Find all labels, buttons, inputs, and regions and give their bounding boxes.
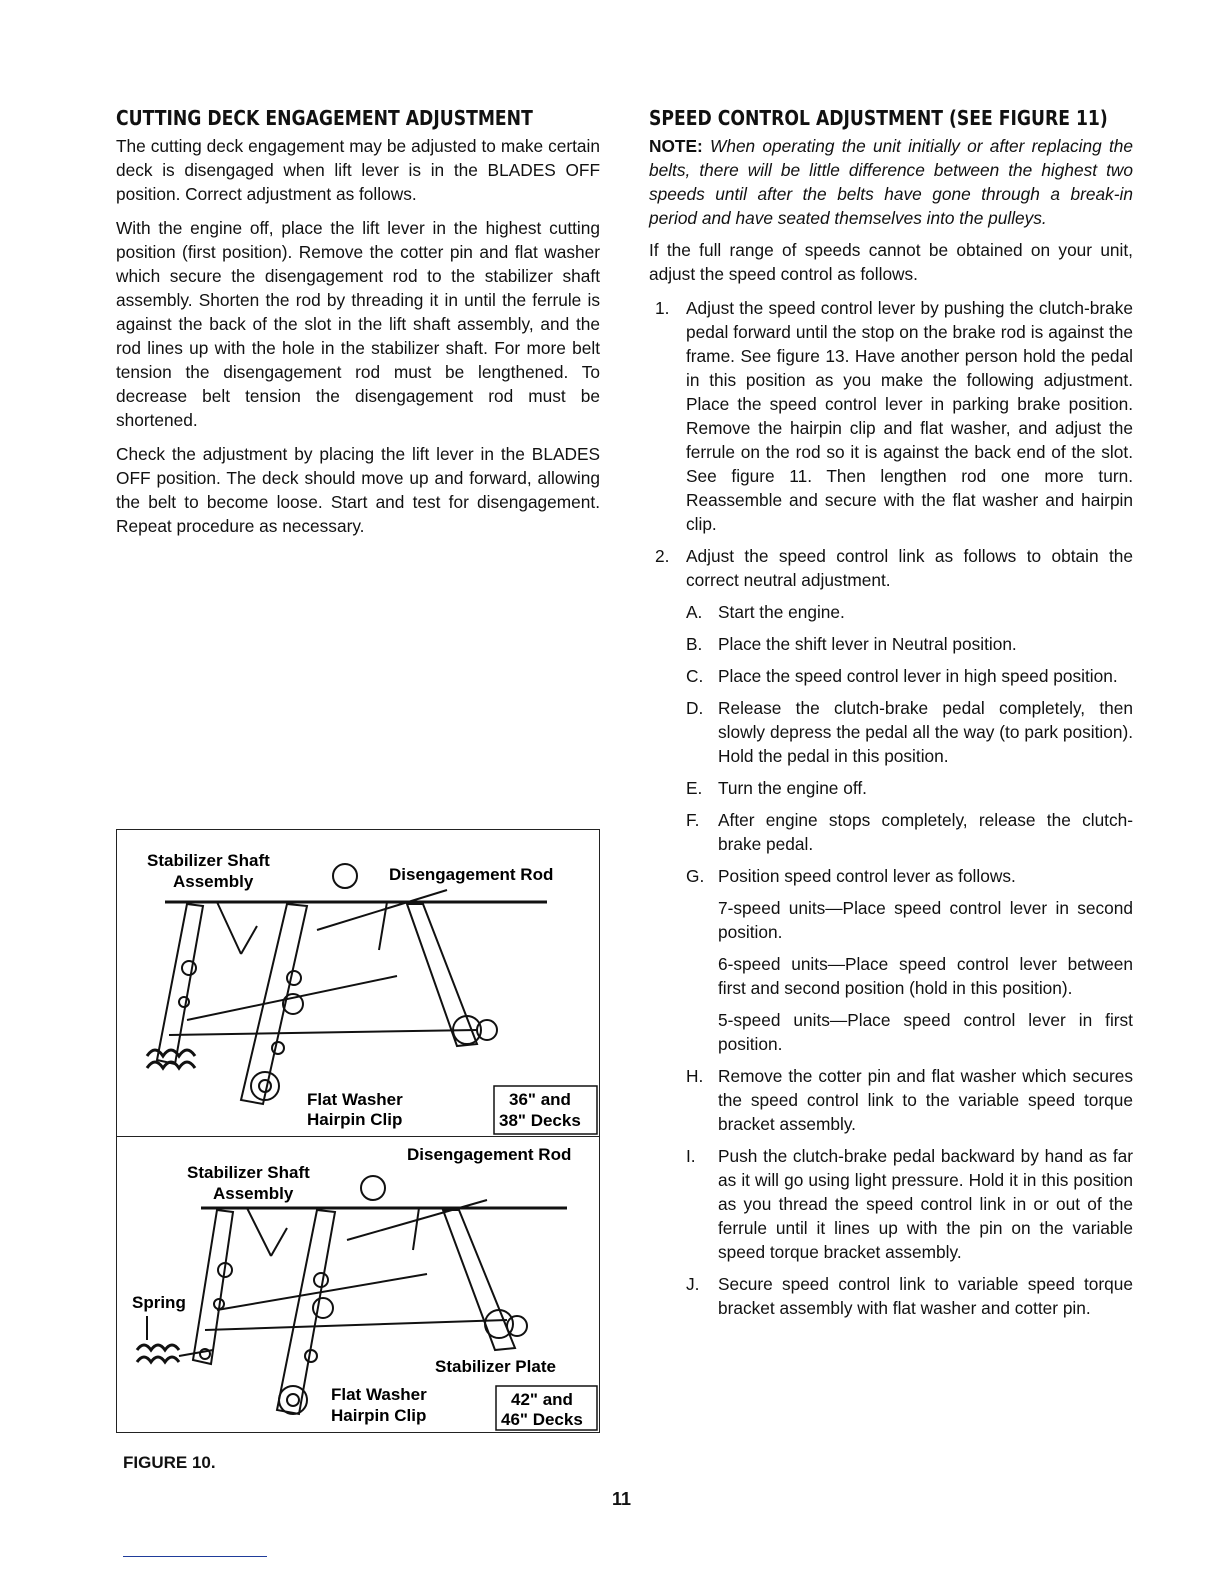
step-1 [649,296,1133,536]
substep-e [686,776,1133,800]
substep-letter: C. [686,666,704,686]
substep-f [686,808,1133,856]
substep-text: Place the shift lever in Neutral position. [718,634,1017,654]
speed-option-7: 7-speed units—Place speed control lever in second position. [718,898,1133,942]
top-label-hairpin-clip: Hairpin Clip [307,1110,403,1129]
note-paragraph [649,134,1133,230]
speed-options [718,896,1133,1056]
bottom-deck-size-line1: 42" and [511,1390,573,1409]
section-heading-speed-control: SPEED CONTROL ADJUSTMENT (SEE FIGURE 11) [649,106,1108,130]
top-label-stabilizer-line1: Stabilizer Shaft [147,851,270,870]
footer-rule [123,1556,267,1557]
substep-d [686,696,1133,768]
speed-option-5: 5-speed units—Place speed control lever in first position. [718,1010,1133,1054]
top-panel-drawing [147,864,547,1104]
substep-letter: I. [686,1146,696,1166]
substep-text: Remove the cotter pin and flat washer which secures the speed control link to the variable speed torque bracket assembly. [718,1066,1133,1134]
bottom-label-stabilizer-plate: Stabilizer Plate [435,1357,556,1376]
step-text: Adjust the speed control link as follows to obtain the correct neutral adjustment. [686,546,1133,590]
bottom-panel-drawing [137,1176,567,1414]
top-deck-size-line1: 36" and [509,1090,571,1109]
bottom-label-stabilizer-line2: Assembly [213,1184,294,1203]
substep-g [686,864,1133,1056]
substep-i [686,1144,1133,1264]
substep-letter: D. [686,698,704,718]
bottom-label-disengagement-rod: Disengagement Rod [407,1145,572,1164]
figure-caption: FIGURE 10. [123,1453,216,1472]
substep-letter: F. [686,810,700,830]
substep-letter: H. [686,1066,704,1086]
right-column [649,104,1133,1328]
left-column [116,104,600,548]
top-label-flat-washer: Flat Washer [307,1090,403,1109]
step-number: 2. [655,546,670,566]
paragraph: The cutting deck engagement may be adjusted to make certain deck is disengaged when lift lever is in the BLADES OFF position. Correct adjustment as follows. [116,136,600,204]
bottom-label-flat-washer: Flat Washer [331,1385,427,1404]
substep-text: Push the clutch-brake pedal backward by hand as far as it will go using light pressure. Hold it in this position as you thread the speed control link in or out of the ferrule until it lines up with the pin on the variable speed torque bracket assembly. [718,1146,1133,1262]
substep-j [686,1272,1133,1320]
step-2 [649,544,1133,1320]
substep-b [686,632,1133,656]
note-text: When operating the unit initially or after replacing the belts, there will be little difference between the highest two speeds until after the belts have gone through a break-in period and have seated themselves into the pulleys. [649,136,1133,228]
paragraph: With the engine off, place the lift lever in the highest cutting position (first position). Remove the cotter pin and flat washer which secure the disengagement rod to the stabilizer shaft assembly. Shorten the rod by threading it in until the ferrule is against the back of the slot in the lift shaft assembly, and the rod lines up with the hole in the stabilizer shaft. For more belt tension the disengagement rod must be lengthened. To decrease belt tension the disengagement rod must be shortened. [116,218,600,430]
substep-letter: G. [686,866,705,886]
substep-h [686,1064,1133,1136]
step-text: Adjust the speed control lever by pushing the clutch-brake pedal forward until the stop on the brake rod is against the frame. See figure 13. Have another person hold the pedal in this position as you make the following adjustment. Place the speed control lever in parking brake position. Remove the hairpin clip and flat washer, and adjust the ferrule on the rod so it is against the back end of the slot. See figure 11. Then lengthen rod one more turn. Reassemble and secure with the flat washer and hairpin clip. [686,298,1133,534]
substep-text: Place the speed control lever in high speed position. [718,666,1118,686]
substep-letter: B. [686,634,703,654]
substep-text: Release the clutch-brake pedal completely, then slowly depress the pedal all the way (to park position). Hold the pedal in this position. [718,698,1133,766]
substep-letter: E. [686,778,703,798]
substep-text: After engine stops completely, release the clutch-brake pedal. [718,810,1133,854]
section-heading-cutting-deck: CUTTING DECK ENGAGEMENT ADJUSTMENT [116,106,533,130]
substep-text: Position speed control lever as follows. [718,866,1016,886]
top-label-stabilizer-line2: Assembly [173,872,254,891]
substep-text: Turn the engine off. [718,778,867,798]
note-label: NOTE: [649,136,703,156]
substep-list [686,600,1133,1320]
substep-c [686,664,1133,688]
substep-letter: A. [686,602,703,622]
substep-text: Secure speed control link to variable speed torque bracket assembly with flat washer and cotter pin. [718,1274,1133,1318]
bottom-label-hairpin-clip: Hairpin Clip [331,1406,427,1425]
substep-text: Start the engine. [718,602,845,622]
bottom-label-stabilizer-line1: Stabilizer Shaft [187,1163,310,1182]
top-label-disengagement-rod: Disengagement Rod [389,865,554,884]
bottom-deck-size-line2: 46" Decks [501,1410,583,1429]
substep-a [686,600,1133,624]
figure-panel-divider [117,1136,599,1137]
figure-10-illustration [117,830,598,1431]
speed-option-6: 6-speed units—Place speed control lever between first and second position (hold in this position). [718,954,1133,998]
intro-paragraph: If the full range of speeds cannot be obtained on your unit, adjust the speed control as follows. [649,240,1133,284]
paragraph: Check the adjustment by placing the lift lever in the BLADES OFF position. The deck should move up and forward, allowing the belt to become loose. Start and test for disengagement. Repeat procedure as necessary. [116,444,600,536]
substep-letter: J. [686,1274,700,1294]
bottom-label-spring: Spring [132,1293,186,1312]
figure-10 [116,829,600,1433]
page-number: 11 [612,1489,632,1509]
top-deck-size-line2: 38" Decks [499,1111,581,1130]
step-number: 1. [655,298,670,318]
